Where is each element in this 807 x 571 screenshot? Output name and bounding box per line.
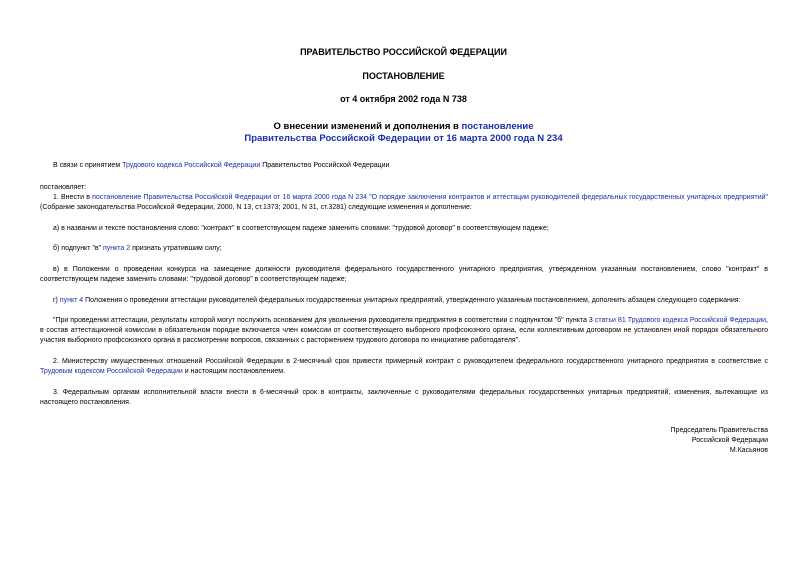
- item-g-text: г): [53, 297, 60, 304]
- item-b-paragraph: [40, 244, 768, 254]
- intro-paragraph: [40, 161, 768, 171]
- government-heading: ПРАВИТЕЛЬСТВО РОССИЙСКОЙ ФЕДЕРАЦИИ: [300, 47, 507, 57]
- intro-text: В связи с принятием: [53, 162, 123, 169]
- item-b-text: б) подпункт "в": [53, 245, 103, 252]
- signature-block: [568, 426, 768, 456]
- item-b-text-end: признать утратившим силу;: [130, 245, 222, 252]
- quote-text: "При проведении аттестации, результаты которой могут послужить основанием для увольнения руководителя предприятия в соответствии с подпунктом "б" пункта 3: [53, 317, 595, 324]
- decides-line: постановляет:: [40, 184, 87, 191]
- quote-paragraph: [40, 316, 768, 346]
- document-type-heading: ПОСТАНОВЛЕНИЕ: [362, 71, 445, 81]
- signature-position: Председатель Правительства: [670, 427, 768, 434]
- clause-4-link[interactable]: пункт 4: [59, 297, 84, 304]
- quote-text-end: , в состав аттестационной комиссии в обязательном порядке включается член комиссии от соответствующего выборного профсоюзного органа, если коллективным договором не установлен иной порядок обязательного участия выборного профсоюзного органа в рассмотрении вопросов, связанных с расторжением трудового договора по инициативе работодателя".: [40, 317, 768, 344]
- signature-name: М.Касьянов: [729, 447, 768, 454]
- title-prefix: О внесении изменений и дополнения в: [273, 121, 462, 132]
- intro-text-end: Правительство Российской Федерации: [260, 162, 390, 169]
- item-1-text: 1. Внести в: [53, 194, 93, 201]
- article-81-link[interactable]: статьи 81 Трудового кодекса Российской Федерации: [594, 317, 767, 324]
- signature-country: Российской Федерации: [691, 437, 768, 444]
- item-v-paragraph: в) в Положении о проведении конкурса на замещение должности руководителя федерального государственного унитарного предприятия, утвержденном указанным постановлением, слово "контракт" в соответствующем падеже заменить словами: "трудовой договор" в соответствующем падеже;: [40, 266, 768, 283]
- item-g-paragraph: [40, 296, 768, 306]
- item-2-text: 2. Министерству имущественных отношений Российской Федерации в 2-месячный срок привести примерный контракт с руководителем федерального государственного унитарного предприятия в соответствие с: [53, 358, 768, 365]
- clause-2-link[interactable]: пункта 2: [102, 245, 131, 252]
- date-number-heading: от 4 октября 2002 года N 738: [340, 94, 467, 104]
- labor-code-link[interactable]: Трудового кодекса Российской Федерации: [122, 162, 261, 169]
- item-1-paragraph: [40, 193, 768, 213]
- labor-code-link-2[interactable]: Трудовым кодексом Российской Федерации: [40, 368, 183, 375]
- item-g-text-end: Положения о проведении аттестации руководителей федеральных государственных унитарных предприятий, утвержденного указанным постановлением, дополнить абзацем следующего содержания:: [83, 297, 741, 304]
- item-2-text-end: и настоящим постановлением.: [182, 368, 286, 375]
- item-2-paragraph: [40, 357, 768, 377]
- item-1-text-end: (Собрание законодательства Российской Федерации, 2000, N 13, ст.1373; 2001, N 31, ст.3281) следующие изменения и дополнение:: [40, 204, 472, 211]
- item-3-paragraph: 3. Федеральным органам исполнительной власти внести в 6-месячный срок в контракты, заключенные с руководителями федеральных государственных унитарных предприятий, изменения, вытекающие из настоящего постановления.: [40, 389, 768, 406]
- title-link-resolution[interactable]: постановление: [461, 121, 534, 132]
- item-a-paragraph: а) в названии и тексте постановления слово: "контракт" в соответствующем падеже заменить словами: "трудовой договор" в соответствующем падеже;: [53, 225, 549, 232]
- resolution-234-link[interactable]: постановление Правительства Российской Федерации от 16 марта 2000 года N 234 "О порядке заключения контрактов и аттестации руководителей федеральных государственных унитарных предприятий": [92, 194, 768, 201]
- document-title: [150, 121, 657, 145]
- title-link-resolution-details[interactable]: Правительства Российской Федерации от 16 марта 2000 года N 234: [244, 133, 563, 144]
